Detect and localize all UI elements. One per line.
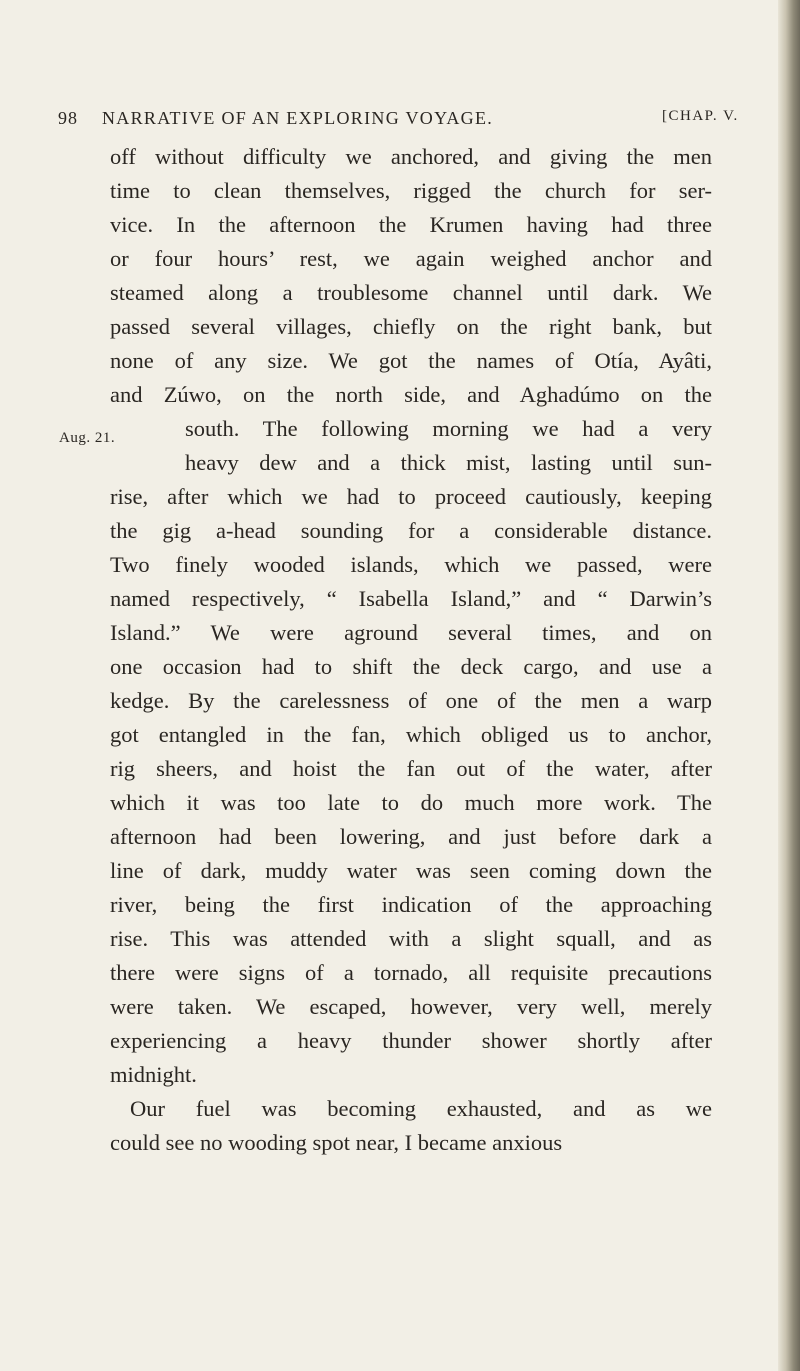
text-line: could see no wooding spot near, I became anxious (110, 1130, 563, 1155)
text-line: the gig a-head sounding for a considerable distance. (110, 518, 712, 543)
text-line: kedge. By the carelessness of one of the men a warp (110, 688, 712, 713)
text-line: Two finely wooded islands, which we passed, were (110, 552, 712, 577)
text-line: named respectively, “ Isabella Island,” and “ Darwin’s (110, 586, 712, 611)
text-line: midnight. (110, 1062, 197, 1087)
text-line: there were signs of a tornado, all requisite precautions (110, 960, 712, 985)
text-line: one occasion had to shift the deck cargo, and use a (110, 654, 712, 679)
text-line: or four hours’ rest, we again weighed anchor and (110, 246, 712, 271)
running-title: NARRATIVE OF AN EXPLORING VOYAGE. (102, 108, 494, 128)
text-line: line of dark, muddy water was seen coming down the (110, 858, 712, 883)
text-line: got entangled in the fan, which obliged us to anchor, (110, 722, 712, 747)
text-line: river, being the first indication of the approaching (110, 892, 712, 917)
text-line: Island.” We were aground several times, and on (110, 620, 712, 645)
text-line: experiencing a heavy thunder shower shortly after (110, 1028, 712, 1053)
text-line: rig sheers, and hoist the fan out of the water, after (110, 756, 712, 781)
text-line: vice. In the afternoon the Krumen having had three (110, 212, 712, 237)
running-header (58, 108, 764, 134)
text-line: afternoon had been lowering, and just before dark a (110, 824, 712, 849)
text-line: rise. This was attended with a slight squall, and as (110, 926, 712, 951)
text-line: Our fuel was becoming exhausted, and as we (130, 1096, 712, 1121)
chapter-reference: [CHAP. V. (662, 108, 739, 124)
text-line: steamed along a troublesome channel until dark. We (110, 280, 712, 305)
text-line: south. The following morning we had a very (185, 416, 712, 441)
text-line: none of any size. We got the names of Otía, Ayâti, (110, 348, 712, 373)
text-line: passed several villages, chiefly on the right bank, but (110, 314, 712, 339)
page-edge-shadow (778, 0, 800, 1371)
text-line: rise, after which we had to proceed cautiously, keeping (110, 484, 712, 509)
text-line: were taken. We escaped, however, very well, merely (110, 994, 712, 1019)
text-line: heavy dew and a thick mist, lasting until sun- (185, 450, 712, 475)
text-line: which it was too late to do much more work. The (110, 790, 712, 815)
page-number: 98 (58, 108, 78, 128)
text-line: and Zúwo, on the north side, and Aghadúmo on the (110, 382, 712, 407)
text-line: time to clean themselves, rigged the church for ser- (110, 178, 712, 203)
text-line: off without difficulty we anchored, and giving the men (110, 144, 712, 169)
marginal-date-note: Aug. 21. (59, 430, 116, 446)
